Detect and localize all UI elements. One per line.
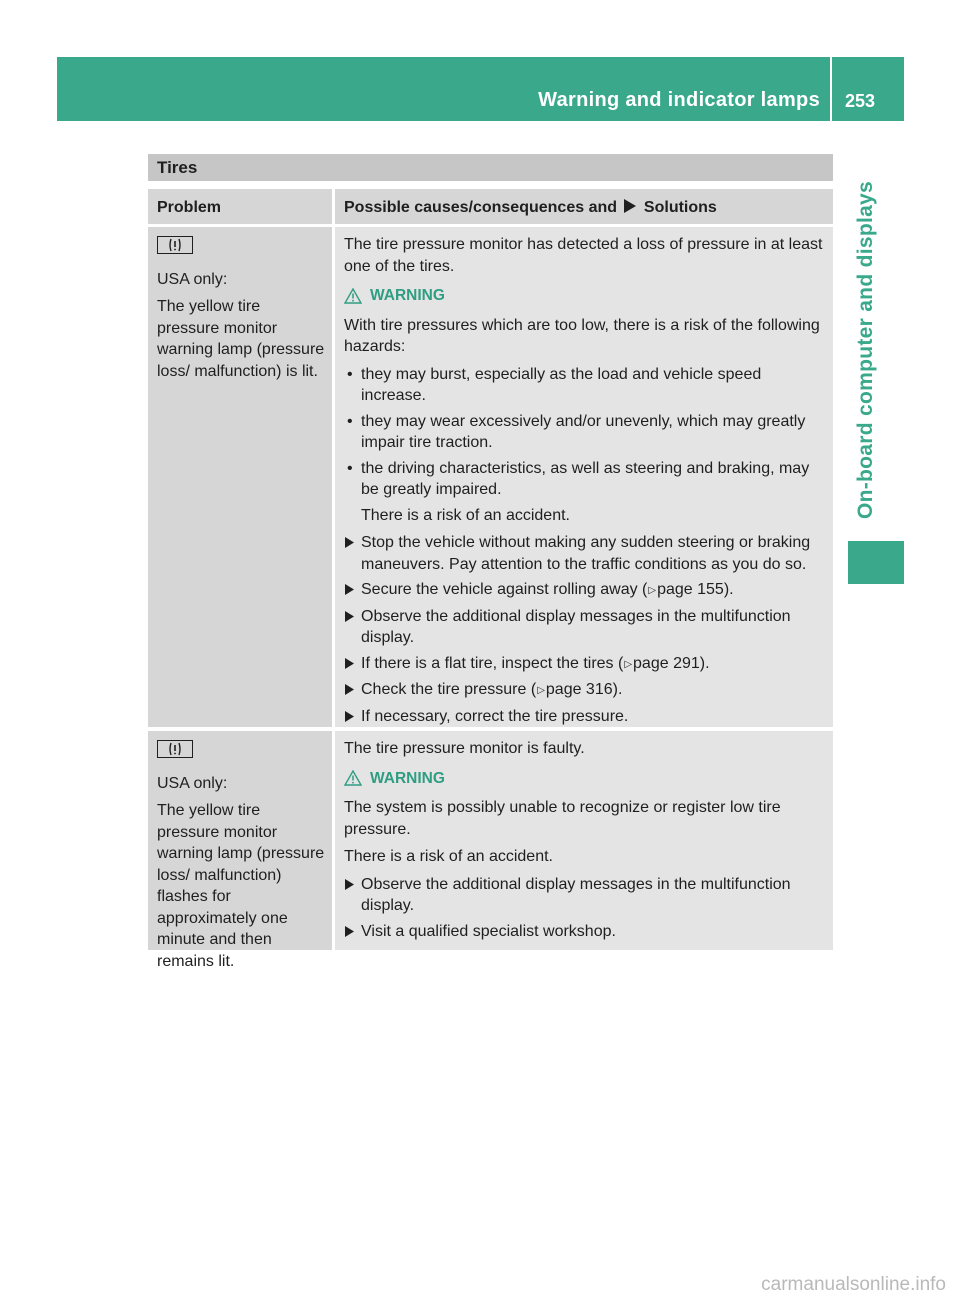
column-header-causes-label: Possible causes/consequences and: [344, 199, 618, 216]
column-header-solutions-label: Solutions: [643, 199, 717, 216]
problem-cell: [148, 227, 332, 727]
action-step: Observe the additional display messages in the multifunction display.: [344, 874, 827, 917]
page-reference[interactable]: page 291: [633, 654, 700, 672]
warning-triangle-icon: [344, 770, 362, 786]
arrow-right-icon: [344, 610, 355, 623]
page-number: 253: [845, 91, 876, 111]
list-item: • they may wear excessively and/or unevenly, which may greatly impair tire traction.: [347, 412, 806, 451]
chapter-tab: [836, 170, 896, 530]
page-reference[interactable]: page 155: [657, 581, 724, 598]
tire-pressure-warning-icon: [157, 740, 193, 758]
page-header: [57, 57, 904, 121]
tire-pressure-warning-icon: [157, 236, 193, 254]
arrow-right-icon: [344, 683, 355, 696]
problem-description: The yellow tire pressure monitor warning lamp (pressure loss/ malfunction) is lit.: [157, 298, 325, 380]
arrow-right-icon: [623, 198, 637, 214]
action-step: If necessary, correct the tire pressure.: [344, 706, 827, 728]
cause-text: The tire pressure monitor has detected a loss of pressure in at least one of the tires.: [344, 236, 823, 275]
list-item: • they may burst, especially as the load and vehicle speed increase.: [347, 365, 762, 404]
cause-text: The tire pressure monitor is faulty.: [344, 740, 585, 757]
usa-only-note: USA only:: [157, 270, 228, 288]
bullet-icon: •: [347, 365, 353, 383]
bullet-icon: •: [347, 459, 353, 477]
chapter-label: On-board computer and displays: [854, 180, 877, 520]
page-reference-icon: ▷: [648, 585, 657, 596]
tires-table: [148, 154, 833, 970]
warning-text: With tire pressures which are too low, there is a risk of the following hazards:: [344, 316, 820, 355]
warning-label: WARNING: [370, 287, 445, 304]
table-title: Tires: [148, 154, 833, 181]
warning-triangle-icon: [344, 288, 362, 304]
table-header-row: [148, 189, 833, 224]
action-step: Secure the vehicle against rolling away (▷page 155).: [344, 579, 827, 602]
warning-text: The system is possibly unable to recognize or register low tire pressure.: [344, 799, 781, 838]
section-title: Warning and indicator lamps: [538, 89, 820, 111]
chapter-tab-marker: [848, 541, 904, 584]
page-reference-icon: ▷: [537, 685, 545, 696]
table-row: [148, 731, 833, 970]
page-reference-icon: ▷: [624, 658, 633, 670]
arrow-right-icon: [344, 925, 355, 938]
problem-description: The yellow tire pressure monitor warning lamp (pressure loss/ malfunction) flashes for approximately one minute and then remains lit.: [157, 802, 325, 970]
column-header-problem: Problem: [148, 189, 332, 224]
column-header-causes: [335, 189, 833, 224]
watermark: carmanualsonline.info: [761, 1274, 946, 1295]
arrow-right-icon: [344, 878, 355, 891]
solution-cell: [335, 731, 833, 950]
risk-text: There is a risk of an accident.: [361, 506, 570, 524]
arrow-right-icon: [344, 583, 355, 596]
header-divider: [830, 57, 832, 121]
warning-heading: [344, 768, 827, 790]
problem-cell: [148, 731, 332, 970]
warning-label: WARNING: [370, 769, 445, 787]
table-row: [148, 227, 833, 727]
arrow-right-icon: [344, 536, 355, 549]
list-item: • the driving characteristics, as well as steering and braking, may be greatly impaired.: [347, 459, 810, 498]
action-step: Visit a qualified specialist workshop.: [344, 921, 827, 943]
usa-only-note: USA only:: [157, 774, 228, 792]
bullet-icon: •: [347, 412, 353, 430]
arrow-right-icon: [344, 710, 355, 723]
warning-heading: [344, 285, 827, 307]
action-step: If there is a flat tire, inspect the tires (▷page 291).: [344, 653, 827, 676]
solution-cell: [335, 227, 833, 727]
action-step: Observe the additional display messages in the multifunction display.: [344, 606, 827, 649]
action-step: Stop the vehicle without making any sudden steering or braking maneuvers. Pay attention to the traffic conditions as you do so.: [344, 532, 827, 575]
risk-text: There is a risk of an accident.: [344, 848, 553, 865]
page-reference[interactable]: page 316: [545, 681, 613, 698]
action-step: Check the tire pressure (▷page 316).: [344, 679, 827, 702]
arrow-right-icon: [344, 657, 355, 670]
